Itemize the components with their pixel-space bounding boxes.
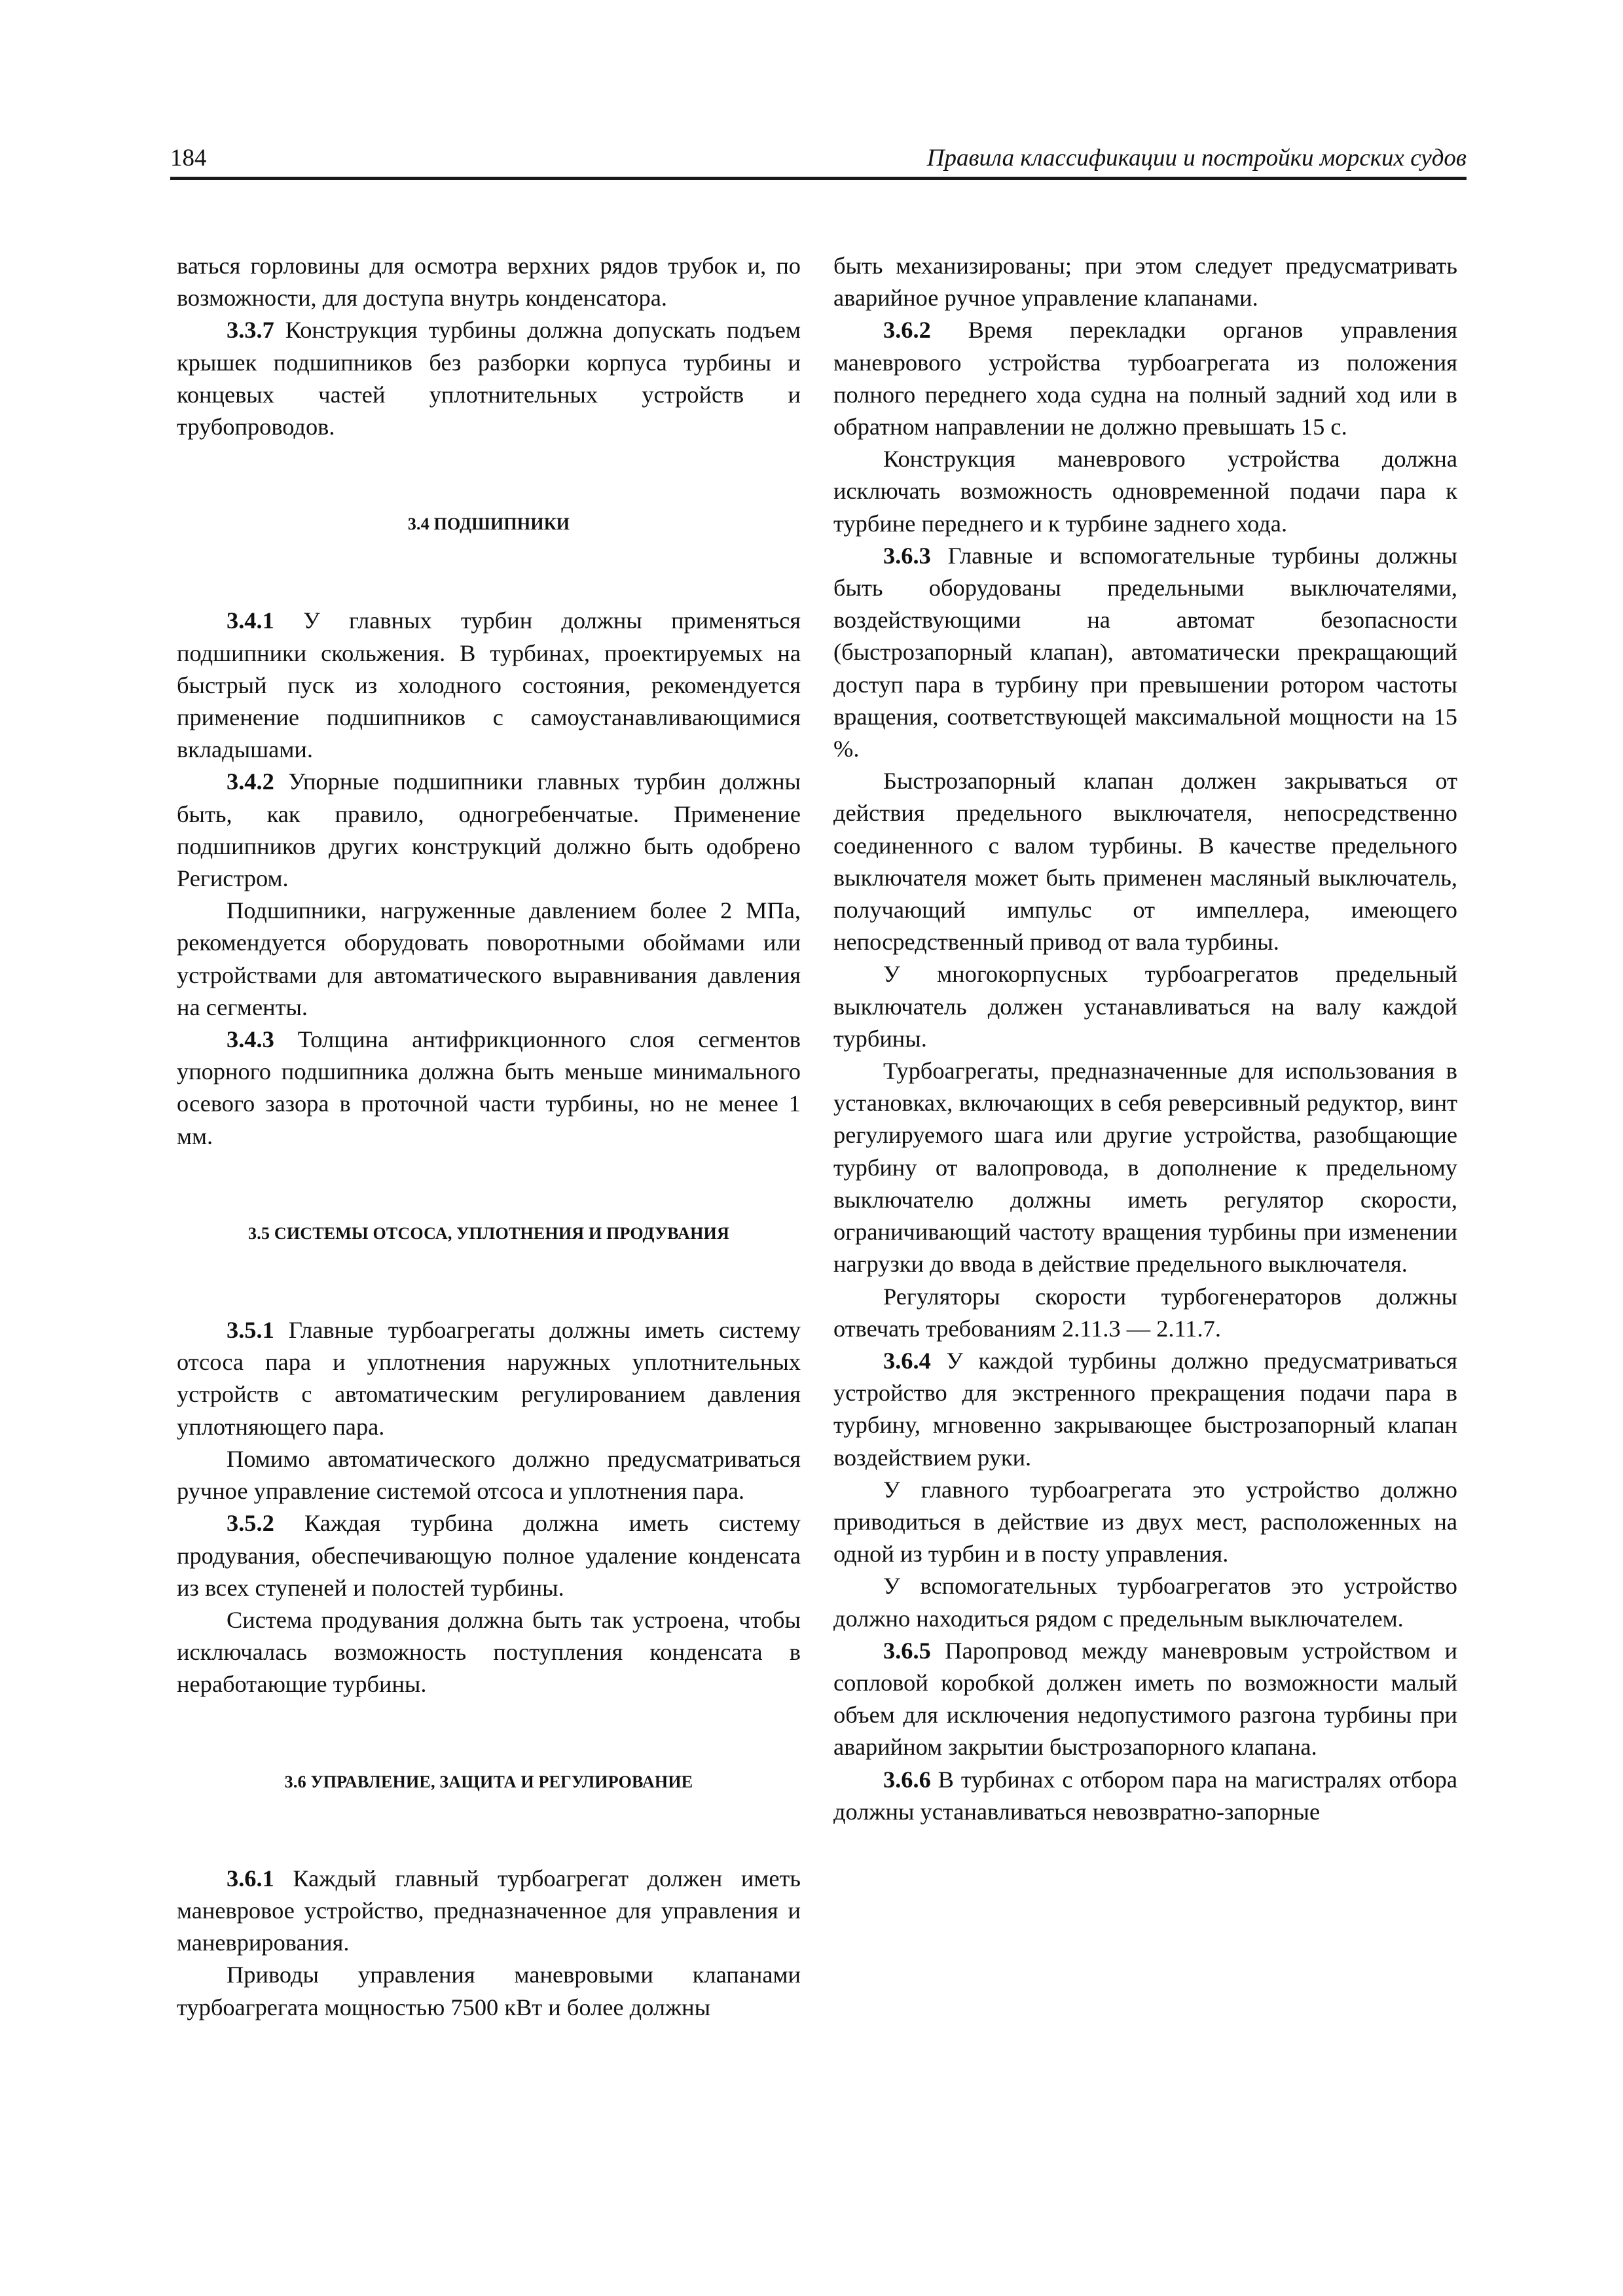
- clause-number: 3.6.5: [883, 1637, 931, 1664]
- clause-text: Толщина антифрикционного слоя сегментов упорного подшипника должна быть меньше минимального осевого зазора в проточной части турбины, но не менее 1 мм.: [177, 1026, 801, 1149]
- clause-text: У главных турбин должны применяться подшипники скольжения. В турбинах, проектируемых на быстрый пуск из холодного состояния, рекомендуется применение подшипников с самоустанавливающимися вкладышами.: [177, 607, 801, 763]
- clause-text: Главные и вспомогательные турбины должны быть оборудованы предельными выключателями, воздействующими на автомат безопасности (быстрозапорный клапан), автоматически прекращающий доступ пара в турбину при превышении ротором частоты вращения, соответствующей максимальной мощности на 15 %.: [833, 542, 1457, 762]
- clause-text: В турбинах с отбором пара на магистралях отбора должны устанавливаться невозвратно-запорные: [833, 1766, 1457, 1825]
- right-column: [833, 250, 1457, 1828]
- header-rule: [170, 177, 1467, 180]
- clause-number: 3.4.2: [227, 768, 274, 795]
- clause-number: 3.6.3: [883, 542, 931, 569]
- clause-number: 3.5.2: [227, 1510, 274, 1537]
- paragraph: Подшипники, нагруженные давлением более 2 МПа, рекомендуется оборудовать поворотными обоймами или устройствами для автоматического выравнивания давления на сегменты.: [177, 897, 801, 1020]
- paragraph-3-5-1: [177, 1314, 801, 1443]
- paragraph-3-6-4: [833, 1345, 1457, 1474]
- clause-number: 3.6.1: [227, 1865, 274, 1892]
- clause-number: 3.6.2: [883, 317, 931, 344]
- clause-text: Упорные подшипники главных турбин должны быть, как правило, одногребенчатые. Применение подшипников других конструкций должно быть одобрено Регистром.: [177, 768, 801, 892]
- paragraph: Регуляторы скорости турбогенераторов должны отвечать требованиям 2.11.3 — 2.11.7.: [833, 1283, 1457, 1342]
- clause-text: Паропровод между маневровым устройством и сопловой коробкой должен иметь по возможности малый объем для исключения недопустимого разгона турбины при аварийном закрытии быстрозапорного клапана.: [833, 1637, 1457, 1761]
- clause-text: Каждый главный турбоагрегат должен иметь маневровое устройство, предназначенное для управления и маневрирования.: [177, 1865, 801, 1956]
- clause-number: 3.3.7: [227, 317, 274, 344]
- paragraph: ваться горловины для осмотра верхних рядов трубок и, по возможности, для доступа внутрь конденсатора.: [177, 253, 801, 312]
- page-number: 184: [170, 145, 207, 171]
- paragraph-3-5-2: [177, 1507, 801, 1604]
- paragraph-3-4-3: [177, 1024, 801, 1153]
- paragraph-3-4-2: [177, 766, 801, 895]
- clause-number: 3.6.6: [883, 1766, 931, 1793]
- page-header: [170, 143, 1467, 181]
- paragraph: У вспомогательных турбоагрегатов это устройство должно находиться рядом с предельным выключателем.: [833, 1573, 1457, 1632]
- paragraph-3-6-5: [833, 1635, 1457, 1764]
- clause-text: Время перекладки органов управления маневрового устройства турбоагрегата из положения полного переднего хода судна на полный задний ход или в обратном направлении не должно превышать 15 с.: [833, 317, 1457, 440]
- clause-text: У каждой турбины должно предусматриваться устройство для экстренного прекращения подачи пара в турбину, мгновенно закрывающее быстрозапорный клапан воздействием руки.: [833, 1347, 1457, 1471]
- paragraph: Конструкция маневрового устройства должна исключать возможность одновременной подачи пара к турбине переднего и к турбине заднего хода.: [833, 446, 1457, 537]
- clause-text: Главные турбоагрегаты должны иметь систему отсоса пара и уплотнения наружных уплотнительных устройств с автоматическим регулированием давления уплотняющего пара.: [177, 1317, 801, 1440]
- section-heading-3-4: 3.4 ПОДШИПНИКИ: [407, 514, 570, 534]
- paragraph-3-6-6: [833, 1764, 1457, 1828]
- clause-number: 3.6.4: [883, 1347, 931, 1374]
- paragraph: Приводы управления маневровыми клапанами турбоагрегата мощностью 7500 кВт и более должны: [177, 1962, 801, 2020]
- paragraph: быть механизированы; при этом следует предусматривать аварийное ручное управление клапанами.: [833, 253, 1457, 312]
- paragraph-3-6-2: [833, 314, 1457, 443]
- paragraph-3-6-1: [177, 1863, 801, 1960]
- paragraph: Быстрозапорный клапан должен закрываться от действия предельного выключателя, непосредственно соединенного с валом турбины. В качестве предельного выключателя может быть применен масляный выключатель, получающий импульс от импеллера, имеющего непосредственный привод от вала турбины.: [833, 768, 1457, 956]
- running-title: Правила классификации и постройки морских судов: [926, 145, 1467, 171]
- clause-number: 3.4.1: [227, 607, 274, 634]
- section-heading-3-5: 3.5 СИСТЕМЫ ОТСОСА, УПЛОТНЕНИЯ И ПРОДУВАНИЯ: [248, 1223, 729, 1243]
- paragraph: У многокорпусных турбоагрегатов предельный выключатель должен устанавливаться на валу каждой турбины.: [833, 961, 1457, 1052]
- paragraph: Система продувания должна быть так устроена, чтобы исключалась возможность поступления конденсата в неработающие турбины.: [177, 1606, 801, 1698]
- paragraph-3-4-1: [177, 605, 801, 766]
- paragraph: Помимо автоматического должно предусматриваться ручное управление системой отсоса и уплотнения пара.: [177, 1445, 801, 1505]
- section-heading-3-6: 3.6 УПРАВЛЕНИЕ, ЗАЩИТА И РЕГУЛИРОВАНИЕ: [284, 1772, 693, 1791]
- clause-text: Каждая турбина должна иметь систему продувания, обеспечивающую полное удаление конденсата из всех ступеней и полостей турбины.: [177, 1510, 801, 1601]
- paragraph: Турбоагрегаты, предназначенные для использования в установках, включающих в себя реверсивный редуктор, винт регулируемого шага или другие устройства, разобщающие турбину от валопровода, в дополнение к предельному выключателю должны иметь регулятор скорости, ограничивающий частоту вращения турбины при изменении нагрузки до ввода в действие предельного выключателя.: [833, 1058, 1457, 1278]
- paragraph: У главного турбоагрегата это устройство должно приводиться в действие из двух мест, расположенных на одной из турбин и в посту управления.: [833, 1476, 1457, 1568]
- clause-number: 3.4.3: [227, 1026, 274, 1053]
- clause-number: 3.5.1: [227, 1317, 274, 1344]
- clause-text: Конструкция турбины должна допускать подъем крышек подшипников без разборки корпуса турбины и концевых частей уплотнительных устройств и трубопроводов.: [177, 317, 801, 440]
- paragraph-3-6-3: [833, 540, 1457, 765]
- left-column: [177, 250, 801, 2024]
- paragraph-3-3-7: [177, 314, 801, 443]
